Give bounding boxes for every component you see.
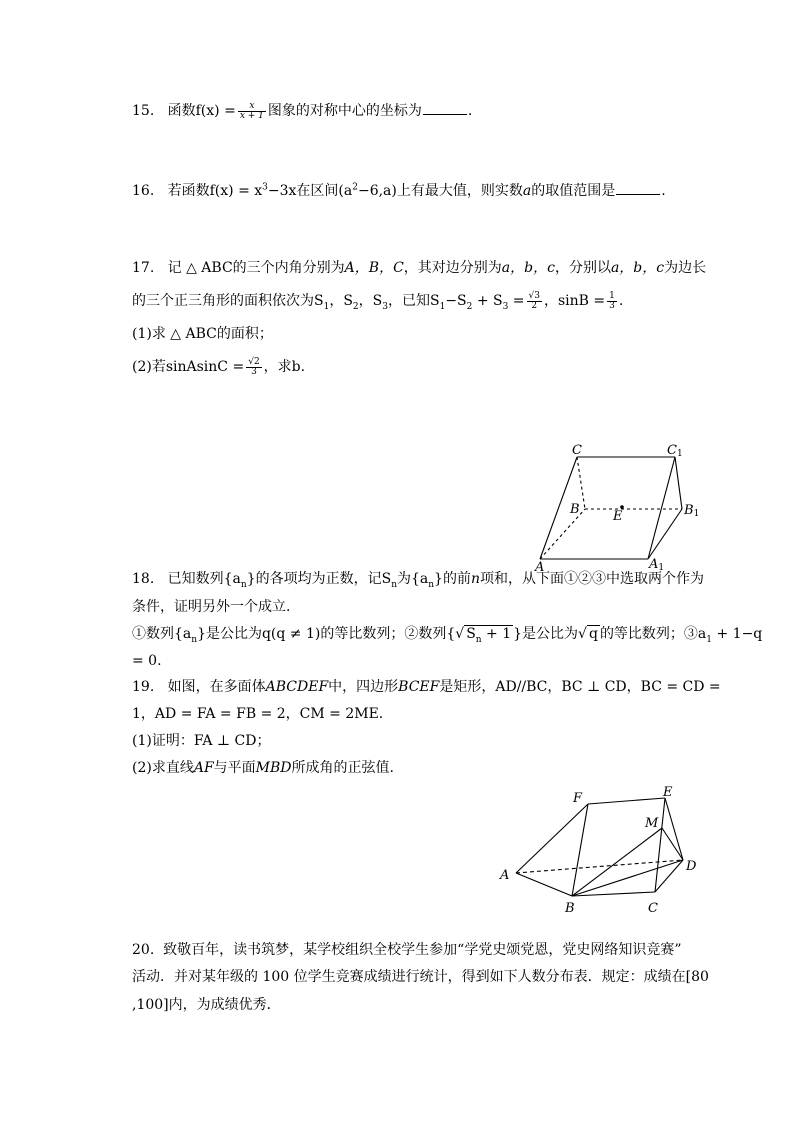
q15-fraction: $\frac{x}{x + 1}$ — [239, 100, 264, 121]
question-18-line1: 18. 已知数列$\{a_n\}$的各项均为正数，记$S_n$为$\{a_n\}$的前n项和，从下面①②③中选取两个作为 — [132, 571, 704, 590]
edge-F-B — [572, 804, 588, 896]
question-18-line4: = 0. — [132, 653, 162, 669]
q15-number: 15. — [132, 103, 155, 119]
edge-A-B — [516, 873, 572, 896]
edge-E-D — [665, 798, 683, 860]
label-E: E — [613, 509, 623, 524]
question-20-line1: 20. 致敬百年，读书筑梦，某学校组织全校学生参加“学党史颂党恩，党史网络知识竞赛” — [132, 942, 682, 958]
q17-number: 17. — [132, 260, 155, 276]
q19-number: 19. — [132, 679, 155, 695]
edge-C1-B1 — [675, 457, 682, 509]
label-B: B — [570, 502, 580, 517]
edge-A1-B1 — [648, 509, 682, 559]
label-B1: B1 — [684, 503, 700, 519]
prism-figure — [530, 440, 710, 572]
question-19-line2: 1，AD = FA = FB = 2，CM = 2ME. — [132, 706, 384, 722]
question-18-line3: ①数列$\{a_n\}$是公比为q(q ≠ 1)的等比数列；②数列{√ $S_n + 1$ }是公比为√ q 的等比数列；$③a_1 + 1-q$ — [132, 626, 763, 645]
fraction-1-over-3: $\frac{1}{3}$ — [609, 290, 615, 311]
question-17-part1: (1)求 △ ABC的面积； — [132, 326, 273, 342]
question-19-line1: 19. 如图，在多面体ABCDEF中，四边形BCEF是矩形，AD//BC，BC ⊥ CD，BC = CD = — [132, 679, 721, 695]
q16-number: 16. — [132, 183, 155, 199]
label-A: A — [500, 868, 510, 883]
edge-F-E — [588, 798, 665, 804]
edge-B-D — [572, 860, 683, 896]
label-C: C — [572, 443, 582, 458]
q20-number: 20. — [132, 942, 155, 958]
label-D: D — [686, 859, 697, 874]
sqrt-Sn-plus-1: √ $S_n + 1$ — [455, 626, 512, 645]
question-20-line3: ,100]内，为成绩优秀． — [132, 997, 281, 1013]
label-A1: A1 — [649, 557, 665, 572]
label-B: B — [565, 901, 575, 916]
polyhedron-figure — [495, 782, 705, 916]
question-19-part2: (2)求直线AF与平面MBD所成角的正弦值. — [132, 760, 394, 776]
label-A: A — [535, 560, 545, 572]
question-17-line2: 的三个正三角形的面积依次为$S_1$，$S_2$，$S_3$，已知$S_1-S_2 + S_3$ = $\frac{√3}{2}$ ，sinB = $\frac{1}{3}$ . — [132, 290, 624, 312]
edge-M-D — [662, 828, 683, 860]
fraction-sqrt3-over-2: $\frac{√3}{2}$ — [528, 290, 540, 311]
edge-F-A — [516, 804, 588, 873]
question-16: 16. 若函数$f(x) = x^3-3x$在区间$(a^2-6,a)$上有最大值，则实数a的取值范围是 . — [132, 182, 666, 199]
edge-B-M — [572, 828, 662, 896]
label-M: M — [645, 816, 659, 831]
sqrt-q: √ q — [578, 626, 598, 642]
question-18-line2: 条件，证明另外一个成立. — [132, 599, 291, 615]
question-20-line2: 活动．并对某年级的 100 位学生竞赛成绩进行统计，得到如下人数分布表．规定：成绩在[80 — [132, 969, 709, 985]
question-19-part1: (1)证明：FA ⊥ CD； — [132, 733, 271, 749]
label-E: E — [663, 785, 673, 800]
answer-blank — [616, 182, 660, 195]
edge-B-C — [572, 892, 655, 896]
question-15: 15. 函数f(x) = $\frac{x}{x + 1}$ 图象的对称中心的坐标为 . — [132, 100, 473, 121]
edge-E-C — [655, 798, 665, 892]
fraction-sqrt2-over-3: $\frac{√2}{3}$ — [248, 356, 260, 377]
edge-C1-A1 — [648, 457, 675, 559]
label-C: C — [648, 901, 658, 916]
label-C1: C1 — [667, 443, 683, 459]
question-17-line1: 17. 记 △ ABC的三个内角分别为A，B，C，其对边分别为a，b，c，分别以a，b，c为边长 — [132, 260, 707, 276]
answer-blank — [423, 102, 467, 115]
label-F: F — [573, 791, 583, 806]
q18-number: 18. — [132, 571, 155, 587]
question-17-part2: (2)若sinAsinC = $\frac{√2}{3}$ ，求b. — [132, 356, 306, 377]
